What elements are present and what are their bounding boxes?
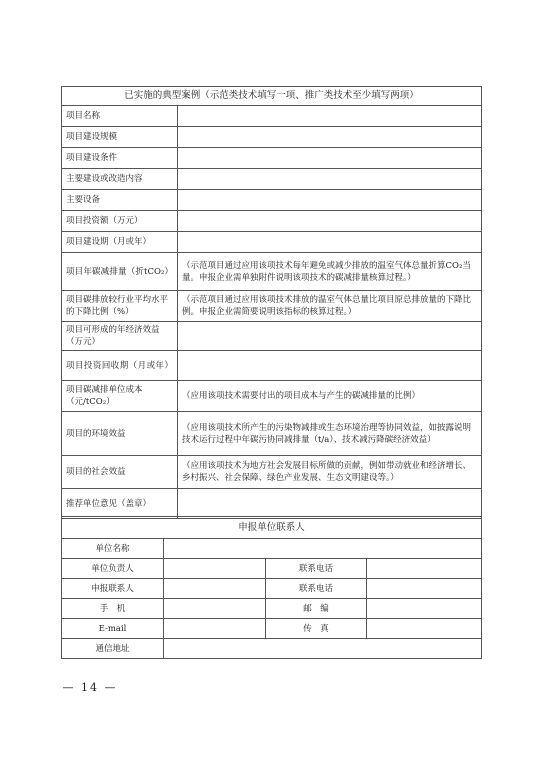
page-number: — 14 — <box>62 681 118 694</box>
row-value-investment[interactable] <box>178 211 482 232</box>
unit-name-label: 单位名称 <box>62 539 164 559</box>
address-field[interactable] <box>164 639 482 659</box>
contact-person-field[interactable] <box>164 579 266 599</box>
row-label-construction-period: 项目建设期（月或年） <box>62 232 178 253</box>
contact-person-label: 申报联系人 <box>62 579 164 599</box>
row-value-project-name[interactable] <box>178 106 482 127</box>
contact-table-title: 申报单位联系人 <box>62 517 482 539</box>
row-label-project-name: 项目名称 <box>62 106 178 127</box>
phone-field-1[interactable] <box>367 559 482 579</box>
fax-label: 传 真 <box>266 619 367 639</box>
mobile-field[interactable] <box>164 599 266 619</box>
unit-head-field[interactable] <box>164 559 266 579</box>
row-label-conditions: 项目建设条件 <box>62 148 178 169</box>
row-label-decline-ratio: 项目碳排放较行业平均水平的下降比例（%） <box>62 291 178 322</box>
row-label-unit-cost: 项目碳减排单位成本（元/tCO₂） <box>62 381 178 412</box>
row-label-main-content: 主要建设或改造内容 <box>62 169 178 190</box>
row-value-unit-cost[interactable]: （应用该项技术需要付出的项目成本与产生的碳减排量的比例） <box>178 381 482 412</box>
unit-name-field[interactable] <box>164 539 482 559</box>
row-label-economic-benefit: 项目可形成的年经济效益（万元） <box>62 322 178 351</box>
row-label-scale: 项目建设规模 <box>62 127 178 148</box>
row-label-investment: 项目投资额（万元） <box>62 211 178 232</box>
row-value-equipment[interactable] <box>178 190 482 211</box>
row-value-conditions[interactable] <box>178 148 482 169</box>
row-value-annual-reduction[interactable]: （示范项目通过应用该项技术每年避免或减少排放的温室气体总量折算CO₂当量。申报企业需单独附件说明该项技术的碳减排量核算过程。） <box>178 253 482 291</box>
phone-field-2[interactable] <box>367 579 482 599</box>
row-label-recommendation: 推荐单位意见（盖章） <box>62 489 178 519</box>
phone-label-1: 联系电话 <box>266 559 367 579</box>
phone-label-2: 联系电话 <box>266 579 367 599</box>
row-value-economic-benefit[interactable] <box>178 322 482 351</box>
row-value-construction-period[interactable] <box>178 232 482 253</box>
row-value-scale[interactable] <box>178 127 482 148</box>
address-label: 通信地址 <box>62 639 164 659</box>
email-field[interactable] <box>164 619 266 639</box>
row-label-equipment: 主要设备 <box>62 190 178 211</box>
postcode-field[interactable] <box>367 599 482 619</box>
row-value-payback-period[interactable] <box>178 351 482 381</box>
row-label-annual-reduction: 项目年碳减排量（折tCO₂） <box>62 253 178 291</box>
unit-head-label: 单位负责人 <box>62 559 164 579</box>
row-value-recommendation[interactable] <box>178 489 482 519</box>
case-table <box>61 86 482 519</box>
fax-field[interactable] <box>367 619 482 639</box>
email-label: E-mail <box>62 619 164 639</box>
postcode-label: 邮 编 <box>266 599 367 619</box>
mobile-label: 手 机 <box>62 599 164 619</box>
row-value-social-benefit[interactable]: （应用该项技术为地方社会发展目标所做的贡献，例如带动就业和经济增长、乡村振兴、社会保障、绿色产业发展、生态文明建设等。） <box>178 456 482 489</box>
row-label-payback-period: 项目投资回收期（月或年） <box>62 351 178 381</box>
row-value-main-content[interactable] <box>178 169 482 190</box>
contact-table <box>61 516 482 659</box>
row-label-environmental-benefit: 项目的环境效益 <box>62 412 178 456</box>
row-label-social-benefit: 项目的社会效益 <box>62 456 178 489</box>
case-table-title: 已实施的典型案例（示范类技术填写一项、推广类技术至少填写两项） <box>62 87 482 106</box>
row-value-decline-ratio[interactable]: （示范项目通过应用该项技术排放的温室气体总量比项目原总排放量的下降比例。申报企业需简要说明该指标的核算过程。） <box>178 291 482 322</box>
row-value-environmental-benefit[interactable]: （应用该项技术所产生的污染物减排或生态环境治理等协同效益，如披露说明技术运行过程中年碳污协同减排量（t/a）、技术减污降碳经济效益） <box>178 412 482 456</box>
